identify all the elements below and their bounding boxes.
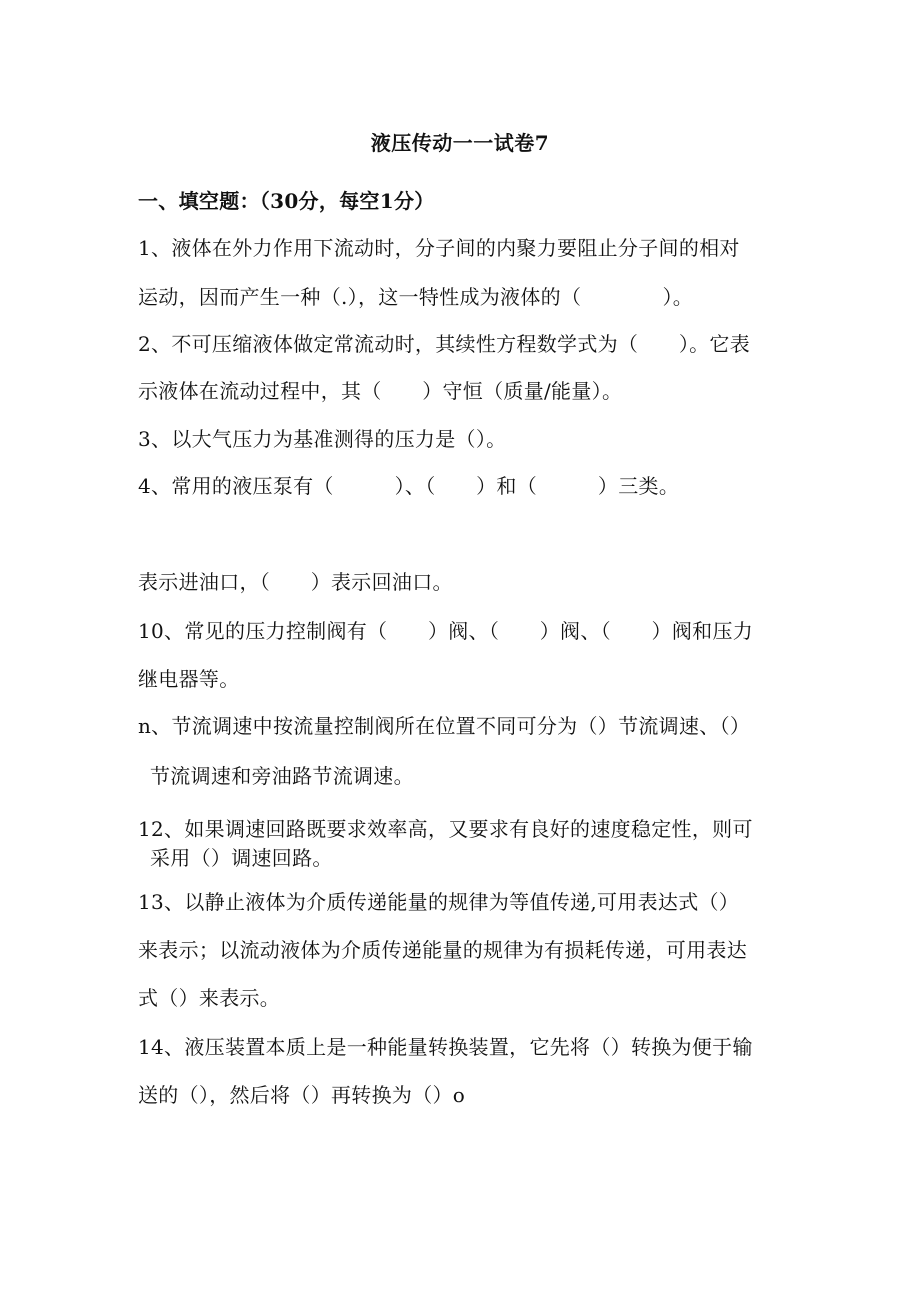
question-4: 4、常用的液压泵有（ ）、（ ）和（ ）三类。 xyxy=(138,474,680,498)
question-10-line-2: 继电器等。 xyxy=(138,667,240,691)
question-11-line-1: n、节流调速中按流量控制阀所在位置不同可分为（）节流调速、（） xyxy=(138,714,751,738)
question-1-line-1: 1、液体在外力作用下流动时，分子间的内聚力要阻止分子间的相对 xyxy=(138,236,740,260)
question-fragment-oil-ports: 表示进油口，（ ）表示回油口。 xyxy=(138,570,453,594)
question-13-line-2: 来表示；以流动液体为介质传递能量的规律为有损耗传递，可用表达 xyxy=(138,938,747,962)
question-12-line-2: 采用（）调速回路。 xyxy=(150,846,333,870)
question-12-line-1: 12、如果调速回路既要求效率高，又要求有良好的速度稳定性，则可 xyxy=(138,817,753,841)
question-2-line-1: 2、不可压缩液体做定常流动时，其续性方程数学式为（ ）。它表 xyxy=(138,332,751,356)
question-10-line-1: 10、常见的压力控制阀有（ ）阀、（ ）阀、（ ）阀和压力 xyxy=(138,619,754,643)
question-13-line-3: 式（）来表示。 xyxy=(138,986,281,1010)
question-2-line-2: 示液体在流动过程中，其（ ）守恒（质量/能量）。 xyxy=(138,379,623,403)
question-3: 3、以大气压力为基准测得的压力是（）。 xyxy=(138,427,507,451)
question-14-line-1: 14、液压装置本质上是一种能量转换装置，它先将（）转换为便于输 xyxy=(138,1035,753,1059)
section-heading: 一、填空题：（30分，每空1分） xyxy=(138,189,435,213)
exam-title: 液压传动一一试卷7 xyxy=(370,131,550,155)
question-11-line-2: 节流调速和旁油路节流调速。 xyxy=(150,764,414,788)
question-13-line-1: 13、以静止液体为介质传递能量的规律为等值传递,可用表达式（） xyxy=(138,890,740,914)
question-14-line-2: 送的（），然后将（）再转换为（）o xyxy=(138,1083,466,1107)
question-1-line-2: 运动，因而产生一种（.），这一特性成为液体的（ ）。 xyxy=(138,285,694,309)
